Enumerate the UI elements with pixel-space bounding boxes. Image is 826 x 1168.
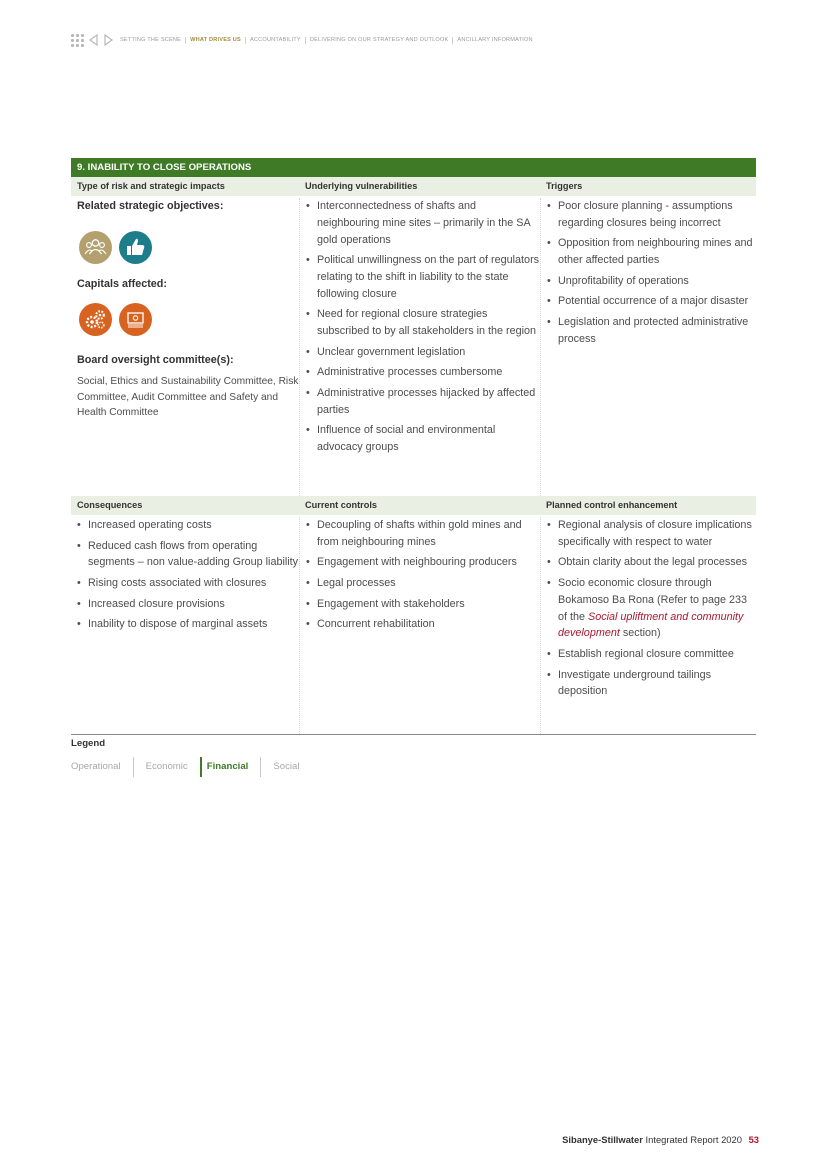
- social-upliftment-link[interactable]: Social upliftment and community development: [558, 610, 744, 640]
- oversight-text: Social, Ethics and Sustainability Committee, Risk Committee, Audit Committee and Safety and Health Committee: [77, 376, 299, 419]
- triggers-cell: [540, 198, 756, 496]
- list-item: • Increased operating costs: [77, 517, 299, 534]
- list-item: • Regional analysis of closure implications specifically with respect to water: [547, 517, 756, 551]
- people-group-icon: [79, 231, 112, 264]
- list-item: • Unclear government legislation: [306, 344, 540, 361]
- list-item: • Inability to dispose of marginal assets: [77, 616, 299, 633]
- list-item: • Engagement with stakeholders: [306, 596, 540, 613]
- nav-setting-the-scene[interactable]: SETTING THE SCENE: [120, 37, 186, 44]
- list-item: • Political unwillingness on the part of regulators relating to the shift in liability to the state following closure: [306, 252, 540, 302]
- list-item: • Administrative processes hijacked by affected parties: [306, 385, 540, 419]
- header-controls: Current controls: [305, 500, 377, 510]
- nav-accountability[interactable]: ACCOUNTABILITY: [250, 37, 306, 44]
- list-item: • Decoupling of shafts within gold mines and from neighbouring mines: [306, 517, 540, 551]
- list-item: • Administrative processes cumbersome: [306, 364, 540, 381]
- risk-title: 9. INABILITY TO CLOSE OPERATIONS: [71, 158, 756, 177]
- capitals-icons: [79, 303, 299, 336]
- previous-page-icon[interactable]: [88, 34, 100, 46]
- legend-economic: Economic: [133, 757, 200, 777]
- enhancement-list: [547, 517, 756, 700]
- list-item: • Obtain clarity about the legal processes: [547, 554, 756, 571]
- capitals-label: Capitals affected:: [77, 277, 167, 290]
- oversight-label: Board oversight committee(s):: [77, 353, 234, 366]
- footer-report: Integrated Report 2020: [645, 1134, 742, 1145]
- list-item: • Reduced cash flows from operating segments – non value-adding Group liability: [77, 538, 299, 572]
- header-row-2: [71, 496, 756, 515]
- list-item: • Concurrent rehabilitation: [306, 616, 540, 633]
- objectives-label: Related strategic objectives:: [77, 200, 224, 212]
- header-enhancement: Planned control enhancement: [546, 500, 678, 510]
- header-vulnerabilities: Underlying vulnerabilities: [305, 181, 418, 191]
- risk-table: [71, 158, 756, 735]
- header-type: Type of risk and strategic impacts: [77, 181, 225, 191]
- nav-delivering-strategy[interactable]: DELIVERING ON OUR STRATEGY AND OUTLOOK: [310, 37, 454, 44]
- vulnerabilities-list: [306, 198, 540, 456]
- body-row-1: [71, 196, 756, 496]
- list-item: • Increased closure provisions: [77, 596, 299, 613]
- section-nav: [120, 37, 541, 44]
- list-item: • Influence of social and environmental advocacy groups: [306, 422, 540, 456]
- list-item: • Interconnectedness of shafts and neighbouring mine sites – primarily in the SA gold operations: [306, 198, 540, 248]
- top-navigation: [71, 33, 541, 47]
- legend-social: Social: [260, 757, 311, 777]
- footer-company: Sibanye-Stillwater: [562, 1134, 643, 1145]
- controls-list: [306, 517, 540, 633]
- list-item: • Legal processes: [306, 575, 540, 592]
- impacts-cell: [71, 198, 299, 496]
- vulnerabilities-cell: [299, 198, 540, 496]
- body-row-2: [71, 515, 756, 735]
- page-number: 53: [748, 1134, 759, 1145]
- enhancement-text-pre: Socio economic closure through Bokamoso Ba Rona (Refer to page 233 of the: [558, 576, 748, 623]
- page-footer: [562, 1134, 759, 1145]
- list-item: • Engagement with neighbouring producers: [306, 554, 540, 571]
- list-item: • Poor closure planning - assumptions regarding closures being incorrect: [547, 198, 756, 232]
- list-item: • Opposition from neighbouring mines and other affected parties: [547, 235, 756, 269]
- list-item: • Rising costs associated with closures: [77, 575, 299, 592]
- money-icon: [119, 303, 152, 336]
- list-item: • Unprofitability of operations: [547, 273, 756, 290]
- list-item: • Legislation and protected administrative process: [547, 314, 756, 348]
- legend-title: Legend: [71, 738, 106, 749]
- next-page-icon[interactable]: [102, 34, 114, 46]
- enhancement-text-post: section): [619, 627, 661, 640]
- header-triggers: Triggers: [546, 181, 583, 191]
- nav-ancillary-information[interactable]: ANCILLARY INFORMATION: [457, 36, 533, 43]
- legend-financial: Financial: [200, 757, 261, 777]
- consequences-list: [77, 517, 299, 633]
- header-row-1: [71, 177, 756, 196]
- list-item: • Establish regional closure committee: [547, 646, 756, 663]
- nav-what-drives-us[interactable]: WHAT DRIVES US: [190, 37, 246, 44]
- grid-menu-icon[interactable]: [71, 34, 84, 47]
- gears-icon: [79, 303, 112, 336]
- consequences-cell: [71, 517, 299, 734]
- list-item: • Potential occurrence of a major disaster: [547, 293, 756, 310]
- controls-cell: [299, 517, 540, 734]
- enhancement-cell: [540, 517, 756, 734]
- triggers-list: [547, 198, 756, 348]
- objectives-icons: [79, 231, 299, 264]
- legend: [71, 757, 311, 777]
- thumbs-up-icon: [119, 231, 152, 264]
- header-consequences: Consequences: [77, 500, 143, 510]
- list-item: • Investigate underground tailings deposition: [547, 667, 756, 701]
- list-item: [547, 575, 756, 642]
- list-item: • Need for regional closure strategies subscribed to by all stakeholders in the region: [306, 306, 540, 340]
- legend-operational: Operational: [71, 761, 121, 772]
